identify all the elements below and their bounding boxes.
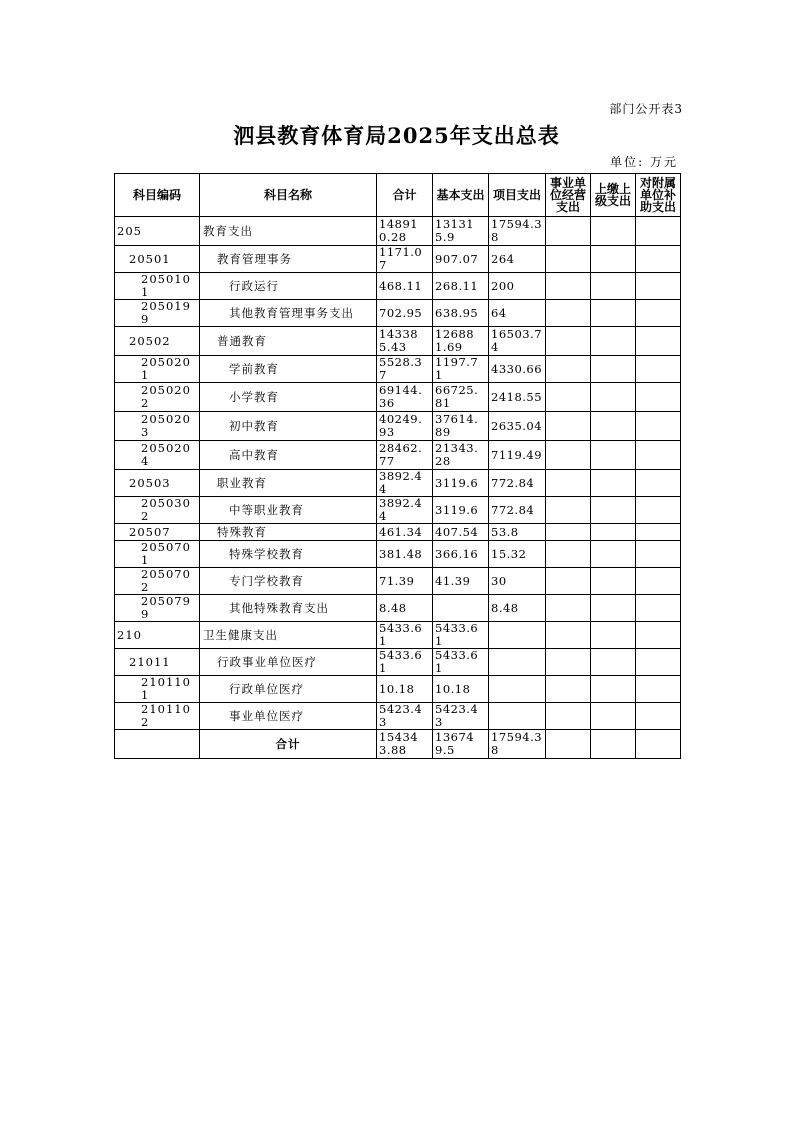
cell-code: 21011 [115, 649, 200, 676]
cell-upper [591, 524, 636, 541]
cell-basic: 5423.43 [433, 703, 489, 730]
table-row [115, 327, 681, 356]
cell-subsidy [636, 568, 681, 595]
cell-code: 2050201 [115, 356, 200, 383]
cell-name: 职业教育 [200, 470, 377, 497]
cell-code: 20507 [115, 524, 200, 541]
total-code-cell [115, 730, 200, 759]
cell-project: 30 [489, 568, 546, 595]
cell-name: 高中教育 [200, 441, 377, 470]
cell-subsidy [636, 356, 681, 383]
table-row [115, 383, 681, 412]
cell-upper [591, 327, 636, 356]
table-row [115, 217, 681, 246]
cell-name: 初中教育 [200, 412, 377, 441]
cell-basic: 66725.81 [433, 383, 489, 412]
cell-total: 69144.36 [377, 383, 433, 412]
header-basic: 基本支出 [433, 174, 489, 217]
cell-business [546, 356, 591, 383]
cell-upper [591, 649, 636, 676]
cell-project: 15.32 [489, 541, 546, 568]
total-business [546, 730, 591, 759]
cell-basic: 131315.9 [433, 217, 489, 246]
cell-project: 64 [489, 300, 546, 327]
cell-code: 2050204 [115, 441, 200, 470]
header-total: 合计 [377, 174, 433, 217]
cell-business [546, 246, 591, 273]
total-label: 合计 [200, 730, 377, 759]
header-business: 事业单位经营支出 [546, 174, 591, 217]
total-basic: 136749.5 [433, 730, 489, 759]
cell-subsidy [636, 383, 681, 412]
cell-project: 2635.04 [489, 412, 546, 441]
table-row [115, 246, 681, 273]
cell-basic: 5433.61 [433, 622, 489, 649]
form-number: 部门公开表3 [609, 102, 683, 116]
cell-subsidy [636, 412, 681, 441]
header-subsidy: 对附属单位补助支出 [636, 174, 681, 217]
cell-project: 16503.74 [489, 327, 546, 356]
cell-name: 小学教育 [200, 383, 377, 412]
cell-subsidy [636, 524, 681, 541]
cell-name: 学前教育 [200, 356, 377, 383]
cell-basic [433, 595, 489, 622]
cell-basic: 268.11 [433, 273, 489, 300]
cell-upper [591, 356, 636, 383]
cell-total: 5433.61 [377, 649, 433, 676]
cell-code: 20501 [115, 246, 200, 273]
cell-code: 2050702 [115, 568, 200, 595]
cell-upper [591, 541, 636, 568]
cell-basic: 21343.28 [433, 441, 489, 470]
cell-total: 143385.43 [377, 327, 433, 356]
cell-upper [591, 568, 636, 595]
cell-code: 20503 [115, 470, 200, 497]
table-row [115, 356, 681, 383]
cell-code: 2050202 [115, 383, 200, 412]
cell-business [546, 595, 591, 622]
cell-basic: 638.95 [433, 300, 489, 327]
cell-business [546, 649, 591, 676]
cell-business [546, 441, 591, 470]
cell-name: 卫生健康支出 [200, 622, 377, 649]
cell-subsidy [636, 622, 681, 649]
cell-total: 5528.37 [377, 356, 433, 383]
cell-basic: 3119.6 [433, 470, 489, 497]
page-title: 泗县教育体育局2025年支出总表 [233, 123, 560, 148]
cell-total: 5423.43 [377, 703, 433, 730]
cell-name: 行政单位医疗 [200, 676, 377, 703]
total-project: 17594.38 [489, 730, 546, 759]
cell-total: 461.34 [377, 524, 433, 541]
cell-upper [591, 217, 636, 246]
cell-project [489, 703, 546, 730]
cell-name: 行政运行 [200, 273, 377, 300]
cell-basic: 126881.69 [433, 327, 489, 356]
cell-subsidy [636, 497, 681, 524]
cell-subsidy [636, 441, 681, 470]
cell-name: 行政事业单位医疗 [200, 649, 377, 676]
cell-project [489, 622, 546, 649]
cell-upper [591, 497, 636, 524]
cell-subsidy [636, 649, 681, 676]
cell-code: 20502 [115, 327, 200, 356]
table-row [115, 649, 681, 676]
table-row [115, 541, 681, 568]
cell-upper [591, 595, 636, 622]
header-upper: 上缴上级支出 [591, 174, 636, 217]
cell-name: 其他特殊教育支出 [200, 595, 377, 622]
cell-business [546, 470, 591, 497]
cell-project: 772.84 [489, 497, 546, 524]
cell-code: 2050701 [115, 541, 200, 568]
cell-name: 教育管理事务 [200, 246, 377, 273]
table-row [115, 470, 681, 497]
cell-subsidy [636, 703, 681, 730]
header-code: 科目编码 [115, 174, 200, 217]
cell-project: 4330.66 [489, 356, 546, 383]
cell-project: 200 [489, 273, 546, 300]
header-name: 科目名称 [200, 174, 377, 217]
cell-project: 53.8 [489, 524, 546, 541]
cell-project: 7119.49 [489, 441, 546, 470]
cell-code: 2050799 [115, 595, 200, 622]
cell-business [546, 541, 591, 568]
cell-total: 5433.61 [377, 622, 433, 649]
cell-code: 210 [115, 622, 200, 649]
cell-code: 205 [115, 217, 200, 246]
cell-code: 2050302 [115, 497, 200, 524]
cell-name: 教育支出 [200, 217, 377, 246]
cell-upper [591, 300, 636, 327]
cell-subsidy [636, 541, 681, 568]
cell-total: 702.95 [377, 300, 433, 327]
table-row [115, 300, 681, 327]
unit-label: 单位: 万元 [610, 155, 678, 169]
cell-name: 普通教育 [200, 327, 377, 356]
cell-subsidy [636, 595, 681, 622]
cell-upper [591, 676, 636, 703]
cell-total: 10.18 [377, 676, 433, 703]
cell-total: 468.11 [377, 273, 433, 300]
cell-total: 381.48 [377, 541, 433, 568]
cell-upper [591, 383, 636, 412]
total-row [115, 730, 681, 759]
cell-upper [591, 703, 636, 730]
cell-business [546, 383, 591, 412]
cell-upper [591, 246, 636, 273]
cell-basic: 407.54 [433, 524, 489, 541]
cell-code: 2101101 [115, 676, 200, 703]
total-upper [591, 730, 636, 759]
cell-name: 中等职业教育 [200, 497, 377, 524]
cell-project: 17594.38 [489, 217, 546, 246]
cell-project [489, 676, 546, 703]
cell-business [546, 568, 591, 595]
cell-name: 其他教育管理事务支出 [200, 300, 377, 327]
cell-business [546, 676, 591, 703]
cell-basic: 907.07 [433, 246, 489, 273]
cell-code: 2050203 [115, 412, 200, 441]
cell-business [546, 622, 591, 649]
cell-basic: 5433.61 [433, 649, 489, 676]
table-row [115, 703, 681, 730]
cell-name: 特殊教育 [200, 524, 377, 541]
cell-total: 1171.07 [377, 246, 433, 273]
table-row [115, 497, 681, 524]
expenditure-table [114, 173, 681, 759]
table-row [115, 412, 681, 441]
cell-code: 2050199 [115, 300, 200, 327]
cell-business [546, 217, 591, 246]
table-row [115, 595, 681, 622]
cell-upper [591, 412, 636, 441]
cell-project: 2418.55 [489, 383, 546, 412]
cell-name: 特殊学校教育 [200, 541, 377, 568]
cell-business [546, 703, 591, 730]
cell-total: 40249.93 [377, 412, 433, 441]
cell-basic: 1197.71 [433, 356, 489, 383]
table-body [115, 217, 681, 730]
cell-upper [591, 441, 636, 470]
cell-project [489, 649, 546, 676]
cell-business [546, 273, 591, 300]
cell-total: 148910.28 [377, 217, 433, 246]
cell-business [546, 300, 591, 327]
header-project: 项目支出 [489, 174, 546, 217]
cell-business [546, 412, 591, 441]
cell-name: 专门学校教育 [200, 568, 377, 595]
table-row [115, 676, 681, 703]
cell-subsidy [636, 470, 681, 497]
cell-business [546, 524, 591, 541]
total-total: 154343.88 [377, 730, 433, 759]
cell-basic: 366.16 [433, 541, 489, 568]
cell-project: 772.84 [489, 470, 546, 497]
cell-basic: 41.39 [433, 568, 489, 595]
cell-upper [591, 470, 636, 497]
total-subsidy [636, 730, 681, 759]
cell-project: 264 [489, 246, 546, 273]
table-row [115, 524, 681, 541]
cell-basic: 37614.89 [433, 412, 489, 441]
cell-total: 3892.44 [377, 497, 433, 524]
table-header-row [115, 174, 681, 217]
cell-subsidy [636, 273, 681, 300]
cell-upper [591, 622, 636, 649]
cell-business [546, 497, 591, 524]
cell-code: 2101102 [115, 703, 200, 730]
cell-total: 28462.77 [377, 441, 433, 470]
cell-subsidy [636, 327, 681, 356]
table-row [115, 622, 681, 649]
cell-subsidy [636, 217, 681, 246]
cell-code: 2050101 [115, 273, 200, 300]
cell-business [546, 327, 591, 356]
cell-name: 事业单位医疗 [200, 703, 377, 730]
cell-subsidy [636, 676, 681, 703]
cell-project: 8.48 [489, 595, 546, 622]
cell-basic: 10.18 [433, 676, 489, 703]
cell-upper [591, 273, 636, 300]
cell-subsidy [636, 300, 681, 327]
table-row [115, 441, 681, 470]
table-row [115, 568, 681, 595]
cell-total: 3892.44 [377, 470, 433, 497]
cell-total: 8.48 [377, 595, 433, 622]
cell-subsidy [636, 246, 681, 273]
cell-basic: 3119.6 [433, 497, 489, 524]
cell-total: 71.39 [377, 568, 433, 595]
table-row [115, 273, 681, 300]
